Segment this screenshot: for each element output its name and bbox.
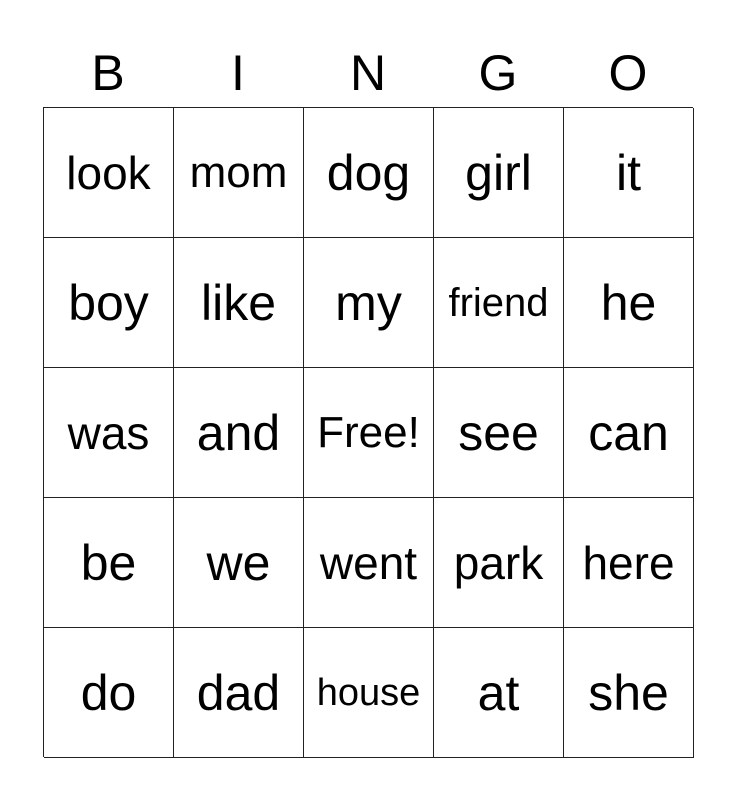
- bingo-cell[interactable]: friend: [434, 238, 564, 368]
- bingo-cell[interactable]: park: [434, 498, 564, 628]
- bingo-cell[interactable]: went: [304, 498, 434, 628]
- bingo-cell[interactable]: she: [564, 628, 694, 758]
- bingo-cell[interactable]: like: [174, 238, 304, 368]
- bingo-cell[interactable]: house: [304, 628, 434, 758]
- bingo-board: [43, 107, 693, 757]
- bingo-cell[interactable]: here: [564, 498, 694, 628]
- free-space-cell[interactable]: Free!: [304, 368, 434, 498]
- bingo-cell[interactable]: was: [44, 368, 174, 498]
- bingo-cell[interactable]: dog: [304, 108, 434, 238]
- bingo-cell[interactable]: see: [434, 368, 564, 498]
- header-letter-b: B: [91, 45, 125, 101]
- bingo-cell[interactable]: do: [44, 628, 174, 758]
- bingo-cell[interactable]: look: [44, 108, 174, 238]
- bingo-cell[interactable]: be: [44, 498, 174, 628]
- bingo-cell[interactable]: my: [304, 238, 434, 368]
- bingo-cell[interactable]: at: [434, 628, 564, 758]
- header-letter-g: G: [478, 45, 518, 101]
- bingo-cell[interactable]: mom: [174, 108, 304, 238]
- header-letter-o: O: [608, 45, 648, 101]
- bingo-cell[interactable]: dad: [174, 628, 304, 758]
- bingo-cell[interactable]: we: [174, 498, 304, 628]
- bingo-cell[interactable]: he: [564, 238, 694, 368]
- header-letter-i: I: [231, 45, 245, 101]
- bingo-cell[interactable]: girl: [434, 108, 564, 238]
- bingo-cell[interactable]: can: [564, 368, 694, 498]
- bingo-header: [43, 40, 693, 106]
- bingo-cell[interactable]: boy: [44, 238, 174, 368]
- header-letter-n: N: [349, 45, 387, 101]
- bingo-cell[interactable]: it: [564, 108, 694, 238]
- bingo-cell[interactable]: and: [174, 368, 304, 498]
